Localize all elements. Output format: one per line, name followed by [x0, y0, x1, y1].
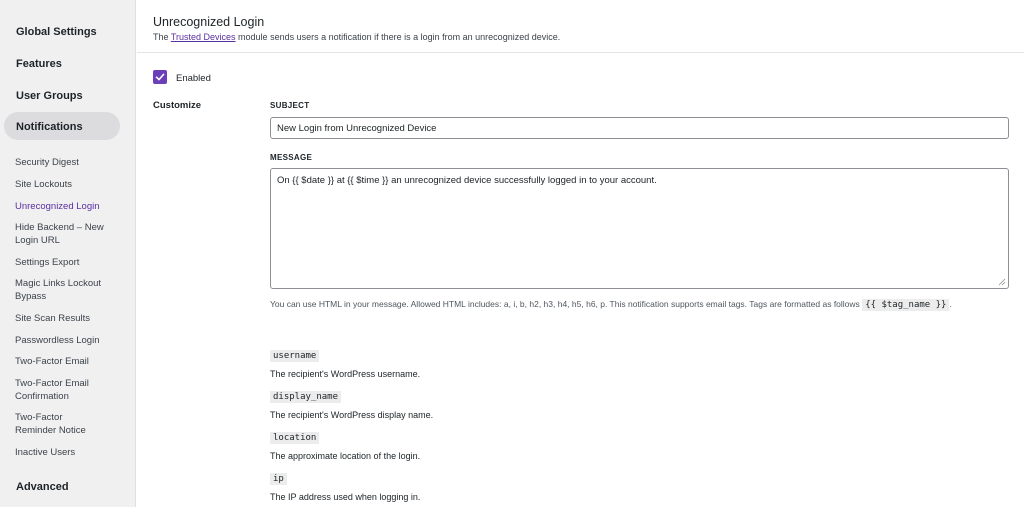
trusted-devices-link[interactable]: Trusted Devices	[170, 32, 236, 42]
customize-label: Customize	[153, 100, 202, 111]
sub-two-factor-reminder[interactable]: Two-Factor Reminder Notice	[15, 412, 86, 436]
desc-prefix: The	[153, 32, 171, 42]
sub-site-lockouts[interactable]: Site Lockouts	[15, 179, 73, 190]
resize-grip-icon[interactable]	[998, 278, 1006, 286]
tag-location-code: location	[270, 432, 319, 444]
nav-user-groups[interactable]: User Groups	[16, 90, 83, 102]
sub-site-scan-results[interactable]: Site Scan Results	[15, 313, 90, 324]
tag-format-code: {{ $tag_name }}	[862, 299, 949, 311]
message-textarea[interactable]	[270, 168, 1009, 289]
tag-ip-code: ip	[270, 473, 287, 485]
tag-username-desc: The recipient's WordPress username.	[270, 369, 421, 379]
sub-unrecognized-login[interactable]: Unrecognized Login	[15, 201, 100, 212]
message-text: On {{ $date }} at {{ $time }} an unrecognized device successfully logged in to your account.	[277, 175, 657, 186]
help-end: .	[949, 299, 952, 309]
sub-two-factor-email[interactable]: Two-Factor Email	[15, 356, 89, 367]
message-label: MESSAGE	[270, 153, 313, 162]
page-title: Unrecognized Login	[153, 15, 265, 29]
page-description	[153, 32, 560, 42]
tag-username-code: username	[270, 350, 319, 362]
page-header	[137, 0, 1024, 53]
sub-inactive-users[interactable]: Inactive Users	[15, 447, 76, 458]
nav-global-settings[interactable]: Global Settings	[16, 26, 97, 38]
subject-label: SUBJECT	[270, 101, 310, 110]
subject-input[interactable]: New Login from Unrecognized Device	[270, 117, 1009, 139]
desc-suffix: module sends users a notification if there is a login from an unrecognized device.	[235, 32, 561, 42]
help-text: You can use HTML in your message. Allowed HTML includes: a, i, b, h2, h3, h4, h5, h6, p. This notification supports email tags. Tags are formatted as follows	[270, 299, 860, 309]
tag-display-name-desc: The recipient's WordPress display name.	[270, 410, 434, 420]
settings-sidebar	[0, 0, 136, 507]
nav-notifications[interactable]: Notifications	[16, 121, 83, 133]
nav-features[interactable]: Features	[16, 58, 62, 70]
tag-location-desc: The approximate location of the login.	[270, 451, 421, 461]
sub-hide-backend[interactable]: Hide Backend – New Login URL	[15, 222, 104, 246]
tag-ip-desc: The IP address used when logging in.	[270, 492, 421, 502]
sub-magic-links[interactable]: Magic Links Lockout Bypass	[15, 278, 102, 302]
checkmark-icon	[155, 72, 165, 82]
main-content	[137, 0, 1024, 507]
sub-two-factor-email-confirmation[interactable]: Two-Factor Email Confirmation	[15, 378, 89, 402]
nav-advanced[interactable]: Advanced	[16, 481, 69, 493]
tag-display-name-code: display_name	[270, 391, 341, 403]
sub-security-digest[interactable]: Security Digest	[15, 157, 79, 168]
enabled-label: Enabled	[176, 73, 211, 84]
sub-passwordless-login[interactable]: Passwordless Login	[15, 335, 100, 346]
enabled-checkbox[interactable]	[153, 70, 167, 84]
message-help-text	[270, 297, 1010, 312]
sub-settings-export[interactable]: Settings Export	[15, 257, 80, 268]
